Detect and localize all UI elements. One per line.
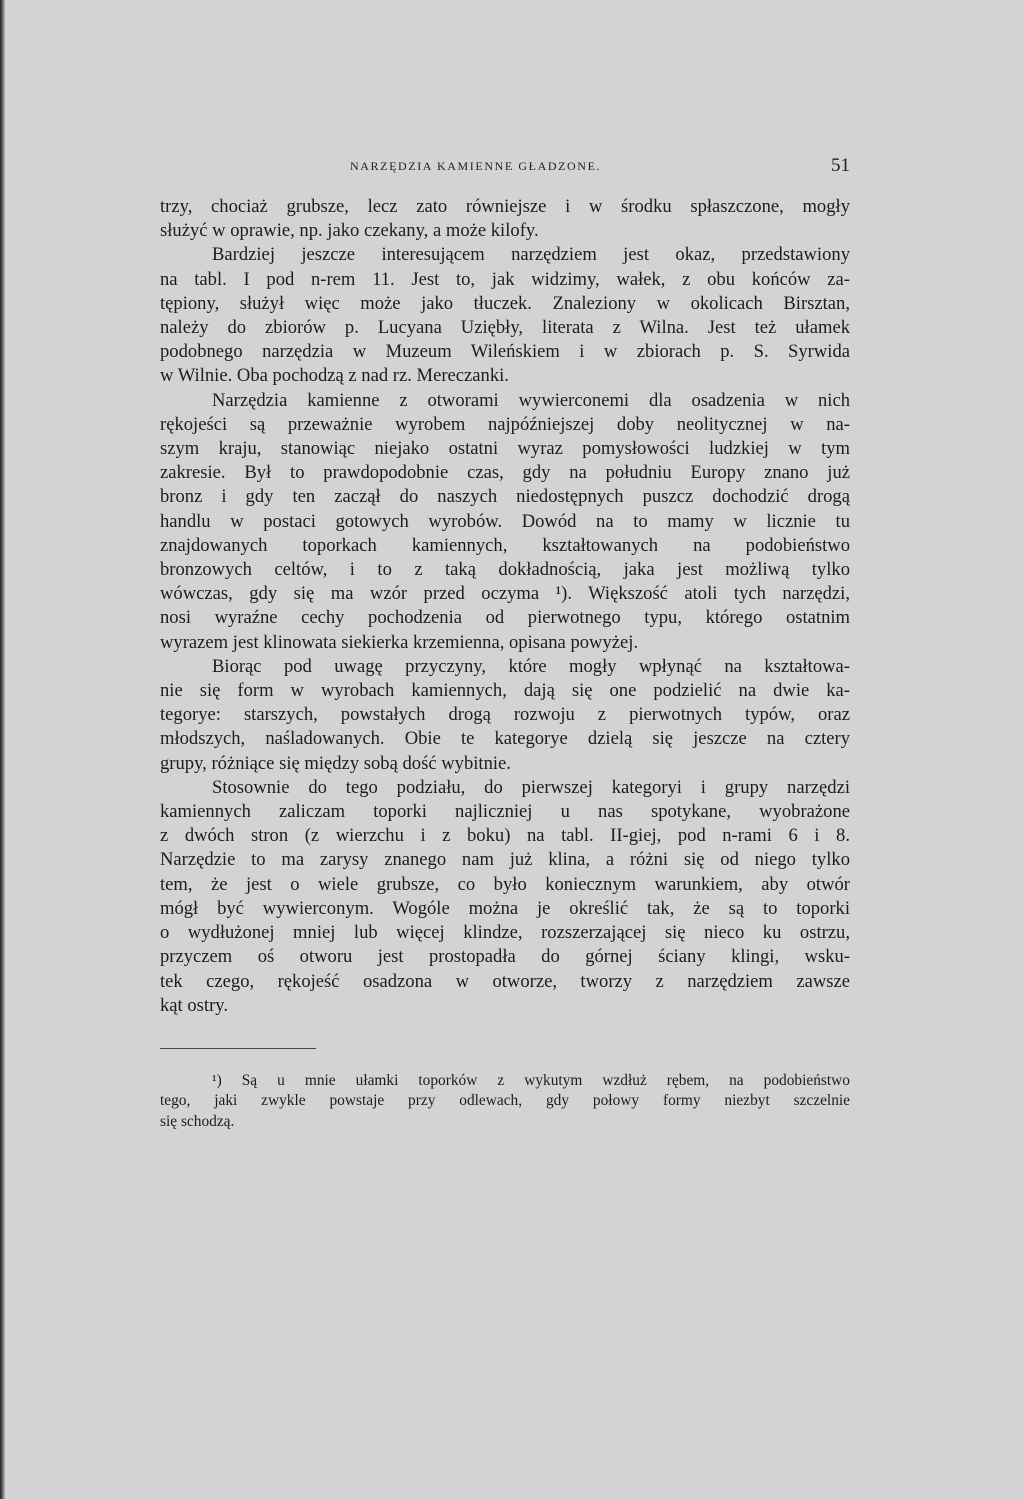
- text-line: znajdowanych toporkach kamiennych, kształtowanych na podobieństwo: [160, 534, 850, 556]
- text-line: mógł być wywierconym. Wogóle można je określić tak, że są to toporki: [160, 897, 850, 919]
- book-page: [160, 155, 850, 1132]
- paragraph: [160, 776, 850, 1018]
- footnote-line: tego, jaki zwykle powstaje przy odlewach, gdy połowy formy niezbyt szczelnie: [160, 1092, 850, 1110]
- running-head: [160, 155, 850, 185]
- text-line: podobnego narzędzia w Muzeum Wileńskiem i w zbiorach p. S. Syrwida: [160, 341, 850, 363]
- text-line: kąt ostry.: [160, 994, 228, 1016]
- footnote: [160, 1071, 850, 1133]
- page-number: 51: [831, 155, 850, 176]
- text-line: wyrazem jest klinowata siekierka krzemienna, opisana powyżej.: [160, 631, 639, 653]
- text-line: trzy, chociaż grubsze, lecz zato równiejsze i w środku spłaszczone, mogły: [160, 196, 850, 217]
- text-line: rękojeści są przeważnie wyrobem najpóźniejszej doby neolitycznej w na-: [160, 413, 850, 435]
- text-line: na tabl. I pod n-rem 11. Jest to, jak widzimy, wałek, z obu końców za-: [160, 268, 850, 290]
- footnote-rule: [160, 1048, 316, 1049]
- text-line: handlu w postaci gotowych wyrobów. Dowód na to mamy w licznie tu: [160, 510, 850, 532]
- paragraph: [160, 655, 850, 776]
- text-line: grupy, różniące się między sobą dość wybitnie.: [160, 752, 511, 774]
- text-line: Narzędzia kamienne z otworami wywierconemi dla osadzenia w nich: [212, 389, 850, 411]
- text-line: tek czego, rękojeść osadzona w otworze, tworzy z narzędziem zawsze: [160, 970, 850, 992]
- text-line: Biorąc pod uwagę przyczyny, które mogły wpłynąć na kształtowa-: [212, 655, 850, 677]
- text-line: nie się form w wyrobach kamiennych, dają się one podzielić na dwie ka-: [160, 680, 850, 702]
- scan-edge: [0, 0, 5, 1499]
- text-line: Bardziej jeszcze interesującem narzędziem jest okaz, przedstawiony: [212, 244, 850, 266]
- paragraph: [160, 243, 850, 388]
- running-title: NARZĘDZIA KAMIENNE GŁADZONE.: [350, 159, 602, 173]
- body-text: [160, 195, 850, 1018]
- text-line: młodszych, naśladowanych. Obie te kategorye dzielą się jeszcze na cztery: [160, 728, 850, 750]
- text-line: kamiennych zaliczam toporki najliczniej u nas spotykane, wyobrażone: [160, 801, 850, 823]
- text-line: służyć w oprawie, np. jako czekany, a może kilofy.: [160, 220, 539, 242]
- footnote-line: się schodzą.: [160, 1112, 235, 1130]
- text-line: tępiony, służył więc może jako tłuczek. Znaleziony w okolicach Birsztan,: [160, 292, 850, 314]
- text-line: wówczas, gdy się ma wzór przed oczyma ¹). Większość atoli tych narzędzi,: [160, 583, 850, 605]
- text-line: tem, że jest o wiele grubsze, co było koniecznym warunkiem, aby otwór: [160, 873, 850, 895]
- text-line: przyczem oś otworu jest prostopadła do górnej ściany klingi, wsku-: [160, 946, 850, 968]
- paragraph: [160, 389, 850, 655]
- text-line: należy do zbiorów p. Lucyana Uziębły, literata z Wilna. Jest też ułamek: [160, 317, 850, 339]
- text-line: tegorye: starszych, powstałych drogą rozwoju z pierwotnych typów, oraz: [160, 704, 850, 726]
- paragraph: [160, 195, 850, 243]
- text-line: w Wilnie. Oba pochodzą z nad rz. Mereczanki.: [160, 365, 509, 387]
- text-line: Narzędzie to ma zarysy znanego nam już klina, a różni się od niego tylko: [160, 849, 850, 871]
- text-line: z dwóch stron (z wierzchu i z boku) na tabl. II-giej, pod n-rami 6 i 8.: [160, 825, 850, 847]
- text-line: zakresie. Był to prawdopodobnie czas, gdy na południu Europy znano już: [160, 462, 850, 484]
- text-line: nosi wyraźne cechy pochodzenia od pierwotnego typu, którego ostatnim: [160, 607, 850, 629]
- footnote-line: ¹) Są u mnie ułamki toporków z wykutym wzdłuż rębem, na podobieństwo: [212, 1071, 850, 1089]
- text-line: szym kraju, stanowiąc niejako ostatni wyraz pomysłowości ludzkiej w tym: [160, 438, 850, 460]
- text-line: bronz i gdy ten zaczął do naszych niedostępnych puszcz dochodzić drogą: [160, 486, 850, 508]
- text-line: Stosownie do tego podziału, do pierwszej kategoryi i grupy narzędzi: [212, 776, 850, 798]
- text-line: o wydłużonej mniej lub więcej klindze, rozszerzającej się nieco ku ostrzu,: [160, 922, 850, 944]
- text-line: bronzowych celtów, i to z taką dokładnością, jaka jest możliwą tylko: [160, 559, 850, 581]
